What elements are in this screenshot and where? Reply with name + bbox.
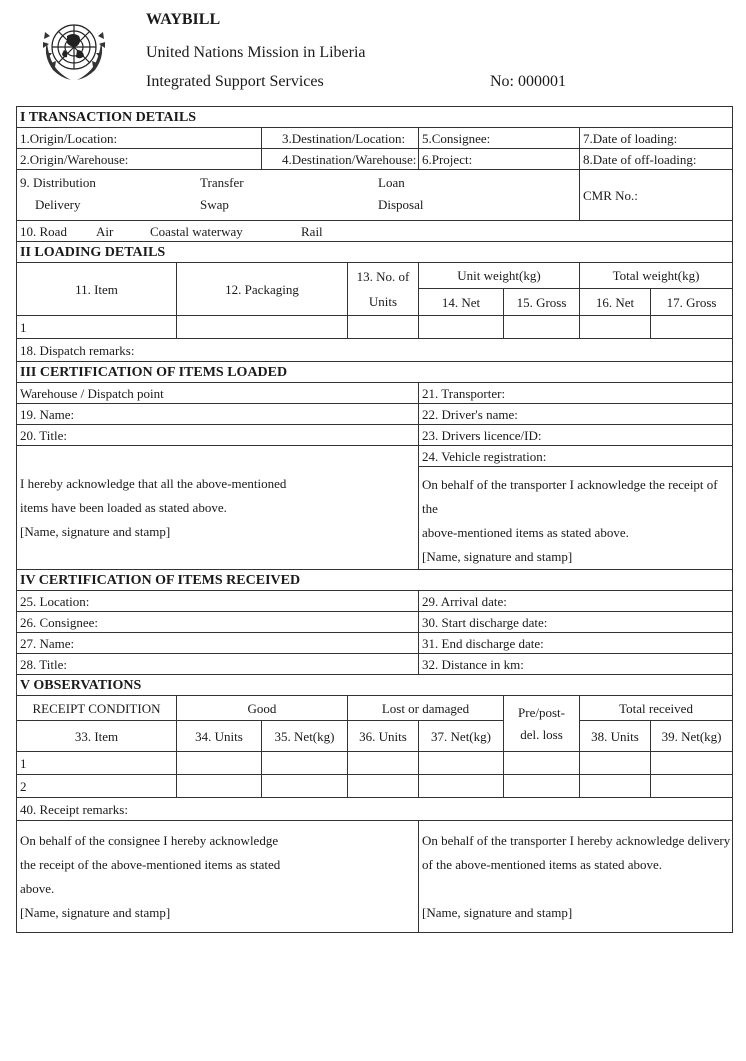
table-row [17,775,733,798]
cell-lost-net[interactable] [419,752,504,775]
field-date-of-loading[interactable]: 7.Date of loading: [580,128,733,149]
cell-total-gross[interactable] [651,316,733,339]
cell-total-units[interactable] [580,752,651,775]
field-received-title[interactable]: 28. Title: [17,654,419,675]
field-location[interactable]: 25. Location: [17,591,419,612]
col-units-34: 34. Units [177,721,262,752]
section-transaction-details: I TRANSACTION DETAILS [17,107,733,128]
cell-total-net[interactable] [651,752,733,775]
transporter-delivery-acknowledgement[interactable]: On behalf of the transporter I hereby acknowledge delivery of the above-mentioned items as stated above. [Name, signature and stamp] [419,821,733,933]
col-net-35: 35. Net(kg) [262,721,348,752]
col-unit-weight: Unit weight(kg) [419,263,580,289]
cell-good-net[interactable] [262,775,348,798]
field-received-name[interactable]: 27. Name: [17,633,419,654]
col-net-14: 14. Net [419,289,504,316]
col-receipt-condition: RECEIPT CONDITION [17,696,177,721]
field-distribution-type[interactable]: 9. Distribution Transfer Loan Delivery Swap Disposal [17,170,580,221]
table-row [17,316,733,339]
waybill-number: No: 000001 [490,73,566,90]
field-start-discharge-date[interactable]: 30. Start discharge date: [419,612,733,633]
cell-net[interactable] [419,316,504,339]
row-number: 1 [17,752,177,775]
cell-gross[interactable] [504,316,580,339]
field-receipt-remarks[interactable]: 40. Receipt remarks: [17,798,733,821]
section-loading-details: II LOADING DETAILS [17,242,733,263]
col-total-weight: Total weight(kg) [580,263,733,289]
col-gross-15: 15. Gross [504,289,580,316]
cell-total-net[interactable] [651,775,733,798]
col-item: 11. Item [17,263,177,316]
cell-units[interactable] [348,316,419,339]
field-arrival-date[interactable]: 29. Arrival date: [419,591,733,612]
col-packaging: 12. Packaging [177,263,348,316]
col-total-received: Total received [580,696,733,721]
waybill-header [0,0,746,96]
col-pre-post-delivery-loss: Pre/post- del. loss [504,696,580,752]
field-project[interactable]: 6.Project: [419,149,580,170]
field-driver-licence[interactable]: 23. Drivers licence/ID: [419,425,733,446]
col-no-of-units: 13. No. of Units [348,263,419,316]
field-dispatch-name[interactable]: 19. Name: [17,404,419,425]
field-consignee[interactable]: 5.Consignee: [419,128,580,149]
consignee-acknowledgement[interactable]: On behalf of the consignee I hereby acknowledge the receipt of the above-mentioned items as stated above. [Name, signature and stamp] [17,821,419,933]
cell-good-units[interactable] [177,752,262,775]
cell-good-net[interactable] [262,752,348,775]
field-consignee-received[interactable]: 26. Consignee: [17,612,419,633]
field-destination-location[interactable]: 3.Destination/Location: [262,128,419,149]
table-row [17,752,733,775]
dispatch-acknowledgement[interactable]: I hereby acknowledge that all the above-mentioned items have been loaded as stated above. [Name, signature and stamp] [17,446,419,570]
row-number: 2 [17,775,177,798]
un-emblem-icon [37,12,111,86]
field-origin-warehouse[interactable]: 2.Origin/Warehouse: [17,149,262,170]
document-title: WAYBILL [146,11,221,28]
cell-lost-units[interactable] [348,752,419,775]
cell-packaging[interactable] [177,316,348,339]
field-driver-name[interactable]: 22. Driver's name: [419,404,733,425]
col-item-33: 33. Item [17,721,177,752]
field-warehouse-dispatch-point[interactable]: Warehouse / Dispatch point [17,383,419,404]
organization-name: United Nations Mission in Liberia [146,44,366,61]
section-certification-received: IV CERTIFICATION OF ITEMS RECEIVED [17,570,733,591]
field-dispatch-title[interactable]: 20. Title: [17,425,419,446]
cell-total-units[interactable] [580,775,651,798]
cell-good-units[interactable] [177,775,262,798]
field-dispatch-remarks[interactable]: 18. Dispatch remarks: [17,339,733,362]
col-net-16: 16. Net [580,289,651,316]
field-date-of-offloading[interactable]: 8.Date of off-loading: [580,149,733,170]
cell-total-net[interactable] [580,316,651,339]
cell-lost-units[interactable] [348,775,419,798]
col-net-39: 39. Net(kg) [651,721,733,752]
field-end-discharge-date[interactable]: 31. End discharge date: [419,633,733,654]
field-destination-warehouse[interactable]: 4.Destination/Warehouse: [262,149,419,170]
section-certification-loaded: III CERTIFICATION OF ITEMS LOADED [17,362,733,383]
field-distance-km[interactable]: 32. Distance in km: [419,654,733,675]
field-cmr-number[interactable]: CMR No.: [580,170,733,221]
col-gross-17: 17. Gross [651,289,733,316]
waybill-form [16,106,733,933]
transporter-acknowledgement[interactable]: On behalf of the transporter I acknowledge the receipt of the above-mentioned items as stated above. [Name, signature and stamp] [419,467,733,570]
section-observations: V OBSERVATIONS [17,675,733,696]
cell-pre-post-loss[interactable] [504,775,580,798]
col-net-37: 37. Net(kg) [419,721,504,752]
col-units-38: 38. Units [580,721,651,752]
col-good: Good [177,696,348,721]
cell-lost-net[interactable] [419,775,504,798]
field-vehicle-registration[interactable]: 24. Vehicle registration: [419,446,733,467]
col-lost-damaged: Lost or damaged [348,696,504,721]
cell-pre-post-loss[interactable] [504,752,580,775]
col-units-36: 36. Units [348,721,419,752]
field-transporter[interactable]: 21. Transporter: [419,383,733,404]
department-name: Integrated Support Services [146,73,324,90]
field-origin-location[interactable]: 1.Origin/Location: [17,128,262,149]
row-number: 1 [17,316,177,339]
field-transport-mode[interactable]: 10. Road Air Coastal waterway Rail [17,221,733,242]
